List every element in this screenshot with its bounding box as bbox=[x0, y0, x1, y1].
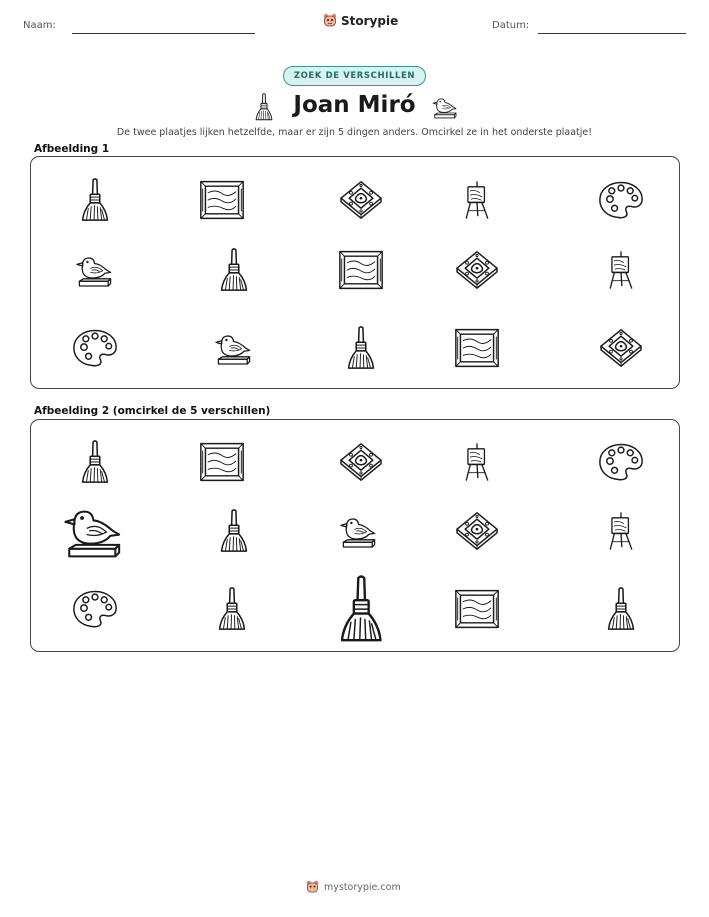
picture2-bird-sculpture-icon[interactable] bbox=[337, 513, 377, 549]
date-label: Datum: bbox=[492, 20, 530, 31]
name-label: Naam: bbox=[23, 20, 56, 31]
brand-name: Storypie bbox=[341, 13, 399, 28]
picture1-framed-painting-icon bbox=[199, 178, 245, 222]
picture1-easel-icon bbox=[607, 248, 635, 292]
picture1-mosaic-tile-icon bbox=[597, 328, 645, 368]
picture2-easel-icon[interactable] bbox=[463, 440, 491, 484]
picture2-paintbrush-icon[interactable] bbox=[606, 587, 636, 631]
date-line bbox=[538, 33, 686, 34]
picture1-mosaic-tile-icon bbox=[337, 180, 385, 220]
picture2-mosaic-tile-icon[interactable] bbox=[337, 442, 385, 482]
picture1-palette-icon bbox=[72, 327, 118, 369]
picture1-paintbrush-icon bbox=[219, 248, 249, 292]
picture2-mosaic-tile-icon[interactable] bbox=[453, 511, 501, 551]
picture1-paintbrush-icon bbox=[346, 326, 376, 370]
picture2-paintbrush-icon[interactable] bbox=[217, 587, 247, 631]
picture1-framed-painting-icon bbox=[338, 248, 384, 292]
storypie-mascot-icon bbox=[306, 880, 319, 894]
picture1-bird-sculpture-icon bbox=[212, 330, 252, 366]
footer bbox=[306, 880, 401, 894]
picture1-bird-sculpture-icon bbox=[73, 252, 113, 288]
picture2-label: Afbeelding 2 (omcirkel de 5 verschillen) bbox=[34, 405, 271, 417]
picture1-framed-painting-icon bbox=[454, 326, 500, 370]
picture1-label: Afbeelding 1 bbox=[34, 143, 110, 155]
picture2-paintbrush-icon[interactable] bbox=[80, 440, 110, 484]
picture2-palette-icon[interactable] bbox=[72, 588, 118, 630]
page-title: Joan Miró bbox=[293, 92, 416, 118]
picture2-bird-sculpture-icon[interactable] bbox=[59, 502, 123, 560]
brand-logo bbox=[323, 13, 398, 28]
storypie-mascot-icon bbox=[323, 13, 337, 28]
instructions: De twee plaatjes lijken hetzelfde, maar er zijn 5 dingen anders. Omcirkel ze in het onderste plaatje! bbox=[116, 127, 593, 138]
footer-url: mystorypie.com bbox=[324, 881, 401, 893]
picture2-palette-icon[interactable] bbox=[598, 441, 644, 483]
picture2-paintbrush-icon[interactable] bbox=[338, 575, 385, 643]
picture1-mosaic-tile-icon bbox=[453, 250, 501, 290]
picture2-easel-icon[interactable] bbox=[607, 509, 635, 553]
picture2-framed-painting-icon[interactable] bbox=[454, 587, 500, 631]
picture1-palette-icon bbox=[598, 179, 644, 221]
bird-sculpture-icon bbox=[430, 95, 458, 119]
picture2-framed-painting-icon[interactable] bbox=[199, 440, 245, 484]
picture1-easel-icon bbox=[463, 178, 491, 222]
worksheet-type-badge: ZOEK DE VERSCHILLEN bbox=[283, 66, 426, 86]
picture1-paintbrush-icon bbox=[80, 178, 110, 222]
name-line bbox=[72, 33, 255, 34]
picture2-paintbrush-icon[interactable] bbox=[219, 509, 249, 553]
